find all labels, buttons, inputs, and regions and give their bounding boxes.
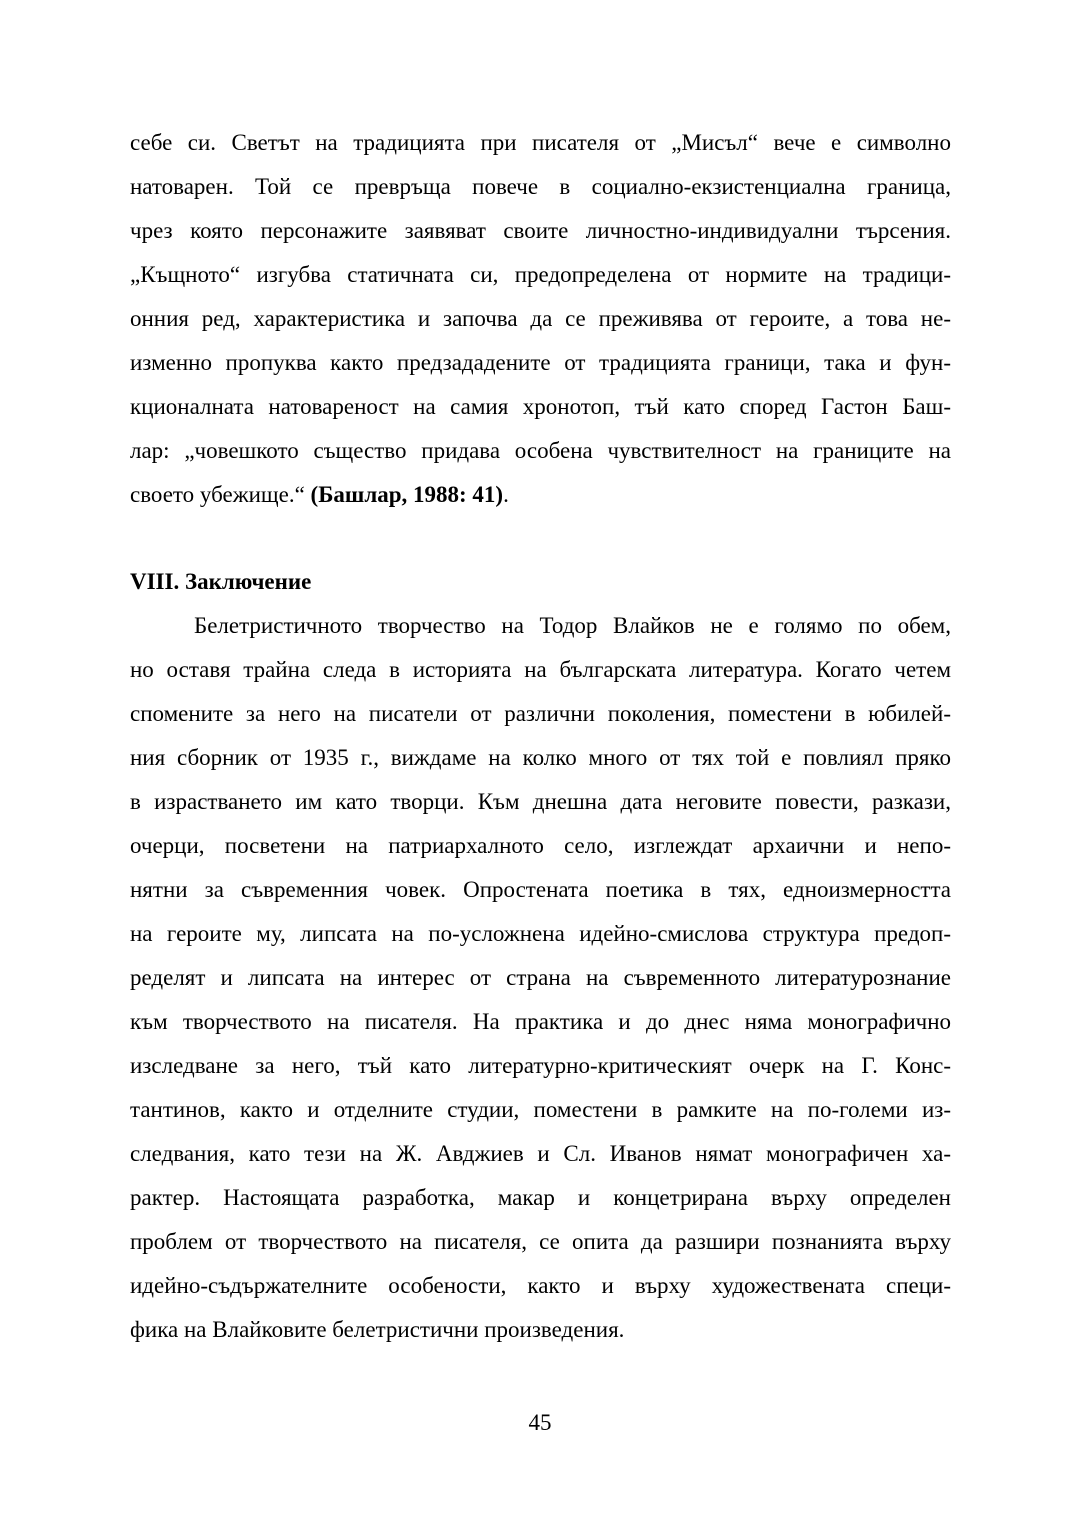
text-line: към творчеството на писателя. На практика и до днес няма монографично [130,1009,951,1034]
text-line: онния ред, характеристика и започва да се преживява от героите, а това не- [130,306,951,331]
text-line: Белетристичното творчество на Тодор Влайков не е голямо по обем, [194,613,951,638]
sentence-end: . [503,482,509,507]
section-heading: VIII. Заключение [130,569,312,594]
text-line: нятни за съвременния човек. Опростената поетика в тях, едноизмерността [130,877,951,902]
text-line: кционалната натовареност на самия хронотоп, тъй като според Гастон Баш- [130,394,951,419]
text-line: идейно-съдържателните особености, както и върху художествената специ- [130,1273,951,1298]
text-line: рактер. Настоящата разработка, макар и концетрирана върху определен [130,1185,951,1210]
citation-reference: (Башлар, 1988: 41) [310,482,504,507]
text-line: натоварен. Той се превръща повече в социално-екзистенциална граница, [130,174,951,199]
text-line: чрез която персонажите заявяват своите личностно-индивидуални търсения. [130,218,951,243]
text-line: очерци, посветени на патриархалното село, изглеждат архаични и непо- [130,833,951,858]
page-number: 45 [528,1410,552,1435]
quote-end-text: своето убежище.“ [130,482,311,507]
text-line-with-citation [130,480,951,510]
text-line: „Къщното“ изгубва статичната си, предопределена от нормите на традици- [130,262,951,287]
text-line: изменно пропуква както предзададените от традицията граници, така и фун- [130,350,951,375]
text-line: изследване за него, тъй като литературно-критическият очерк на Г. Конс- [130,1053,951,1078]
text-line: на героите му, липсата на по-усложнена идейно-смислова структура предоп- [130,921,951,946]
text-line: ределят и липсата на интерес от страна на съвременното литературознание [130,965,951,990]
text-line: тантинов, както и отделните студии, поместени в рамките на по-големи из- [130,1097,951,1122]
text-line: проблем от творчеството на писателя, се опита да разшири познанията върху [130,1229,951,1254]
text-line: спомените за него на писатели от различни поколения, поместени в юбилей- [130,701,951,726]
text-line: себе си. Светът на традицията при писателя от „Мисъл“ вече е символно [130,130,951,155]
text-line: ния сборник от 1935 г., виждаме на колко много от тях той е повлиял пряко [130,745,951,770]
text-line: но оставя трайна следа в историята на българската литература. Когато четем [130,657,951,682]
text-line: следвания, като тези на Ж. Авджиев и Сл. Иванов нямат монографичен ха- [130,1141,951,1166]
text-line: фика на Влайковите белетристични произведения. [130,1317,625,1342]
text-line: в израстването им като творци. Към днешна дата неговите повести, разкази, [130,789,951,814]
text-line: лар: „човешкото същество придава особена чувствителност на границите на [130,438,951,463]
